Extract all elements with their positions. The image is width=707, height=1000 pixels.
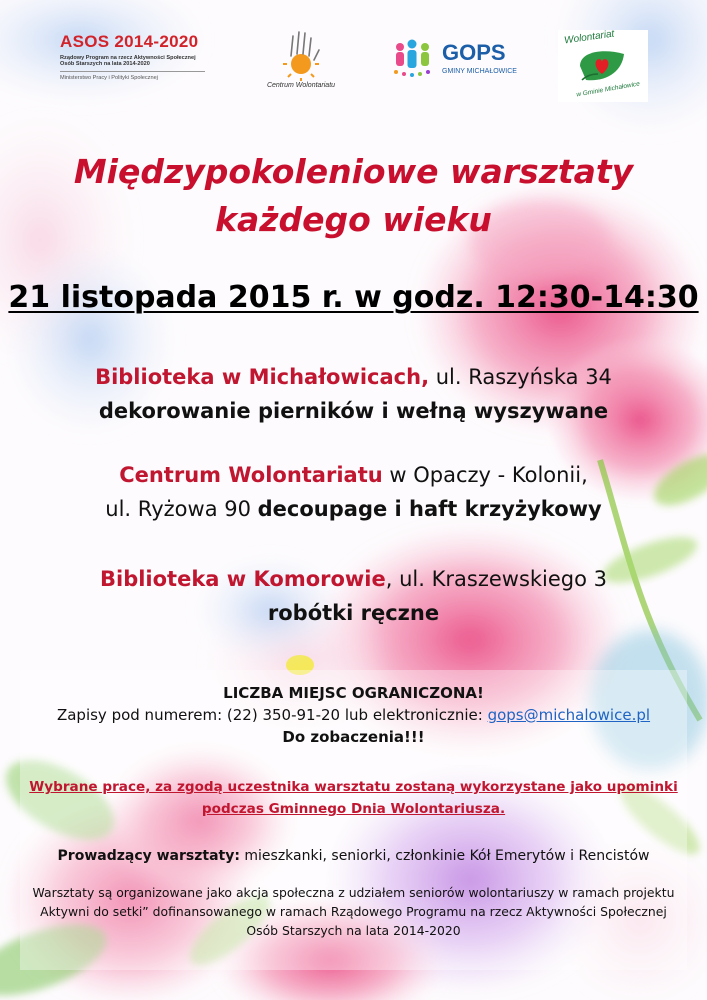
gops-logo — [390, 38, 520, 84]
title-line1: Międzypokoleniowe warsztaty — [73, 152, 634, 191]
asos-title: ASOS 2014-2020 — [60, 32, 199, 51]
registration-text: Zapisy pod numerem: (22) 350-91-20 lub elektronicznie: — [56, 706, 488, 724]
centrum-wolontariatu-logo — [262, 30, 340, 98]
venue-2 — [0, 458, 707, 526]
email-link[interactable]: gops@michalowice.pl — [487, 706, 651, 724]
venue-1-address: ul. Raszyńska 34 — [429, 365, 612, 389]
sun-hand-icon — [271, 30, 331, 82]
hosts-block — [0, 845, 707, 867]
wolontariat-top: Wolontariat — [563, 28, 616, 47]
venue-2-address2: ul. Ryżowa 90 — [105, 497, 258, 521]
gops-title: GOPS — [442, 40, 506, 65]
venue-3-name: Biblioteka w Komorowie — [99, 567, 386, 591]
footer-line2: Aktywni do setki” dofinansowanego w ramach Rządowego Programu na rzecz Aktywności Społecznej — [40, 904, 667, 919]
event-title — [0, 148, 707, 244]
leaf-heart-icon — [572, 46, 632, 86]
people-icon — [390, 38, 438, 78]
hosts-text: mieszkanki, seniorki, członkinie Kół Emerytów i Rencistów — [239, 848, 650, 864]
venue-3-address: , ul. Kraszewskiego 3 — [385, 567, 608, 591]
venue-1-activity: dekorowanie pierników i wełną wyszywane — [98, 399, 609, 423]
event-date — [0, 280, 707, 315]
notice-line1: Wybrane prace, za zgodą uczestnika warsztatu zostaną wykorzystane jako upominki — [29, 779, 678, 795]
venue-2-activity: decoupage i haft krzyżykowy — [257, 497, 602, 521]
date-text: 21 listopada 2015 r. w godz. 12:30-14:30 — [8, 280, 699, 315]
gops-subtitle: GMINY MICHAŁOWICE — [442, 68, 517, 75]
footer-block — [0, 883, 707, 940]
notice-line2: podczas Gminnego Dnia Wolontariusza. — [201, 801, 506, 817]
limited-seats-text: LICZBA MIEJSC OGRANICZONA! — [223, 684, 484, 702]
centrum-caption: Centrum Wolontariatu — [266, 82, 336, 89]
hosts-label: Prowadzący warsztaty: — [57, 848, 240, 864]
venue-2-name: Centrum Wolontariatu — [119, 463, 383, 487]
notice-block — [0, 776, 707, 820]
wolontariat-logo — [558, 30, 648, 102]
venue-2-address: w Opaczy - Kolonii, — [382, 463, 588, 487]
asos-line1: Rządowy Program na rzecz Aktywności Społecznej — [60, 55, 196, 61]
wolontariat-bottom: w Gminie Michałowice — [575, 80, 641, 99]
footer-line3: Osób Starszych na lata 2014-2020 — [246, 923, 461, 938]
venue-1-name: Biblioteka w Michałowicach, — [95, 365, 430, 389]
footer-line1: Warsztaty są organizowane jako akcja społeczna z udziałem seniorów wolontariuszy w ramach projektu — [32, 885, 675, 900]
title-line2: każdego wieku — [215, 200, 492, 239]
asos-line2: Osób Starszych na lata 2014-2020 — [60, 61, 150, 67]
farewell-text: Do zobaczenia!!! — [282, 728, 425, 746]
asos-logo — [60, 32, 210, 94]
asos-ministry: Ministerstwo Pracy i Polityki Społecznej — [60, 75, 158, 81]
registration-block — [0, 682, 707, 748]
venue-3-activity: robótki ręczne — [267, 601, 440, 625]
venue-3 — [0, 562, 707, 630]
venue-1 — [0, 360, 707, 428]
